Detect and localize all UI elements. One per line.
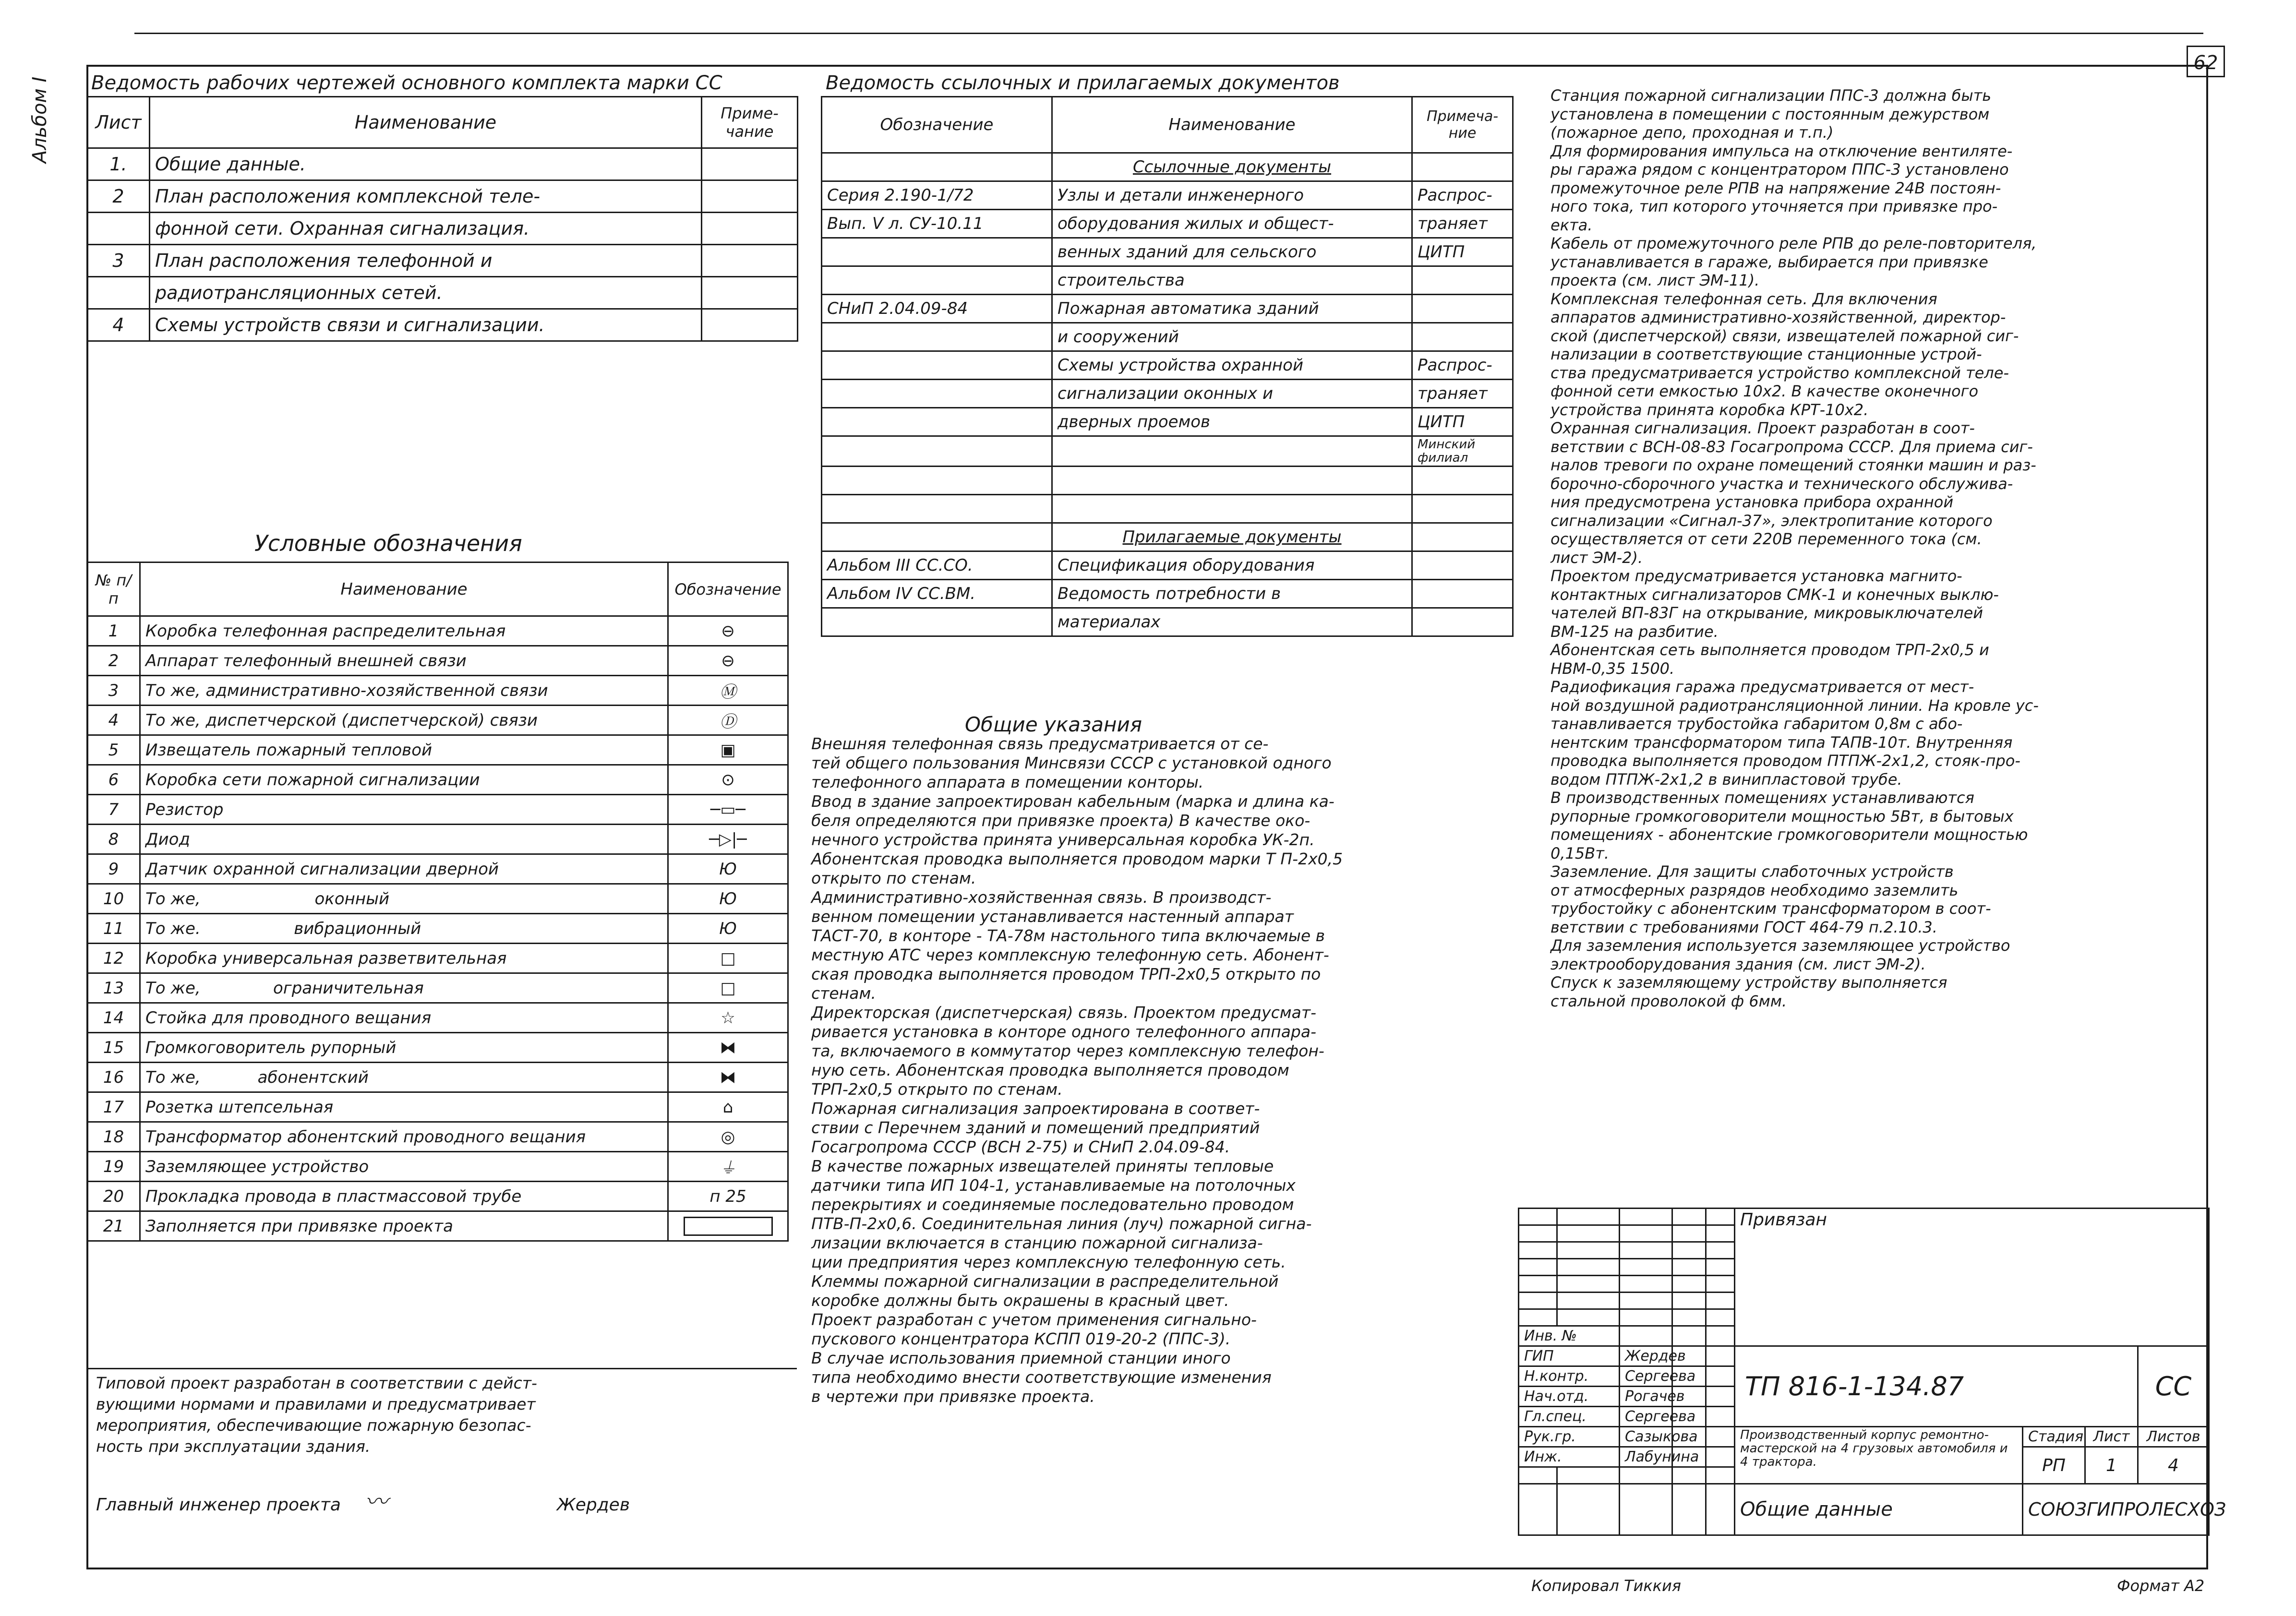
- table-cell: 17: [87, 1092, 140, 1122]
- table-cell: [702, 213, 798, 245]
- col-header: № п/п: [87, 563, 140, 616]
- table-row: [87, 973, 788, 1003]
- table-cell: 6: [87, 765, 140, 795]
- table-cell: То же, оконный: [140, 884, 668, 914]
- table-row: [87, 706, 788, 735]
- table-row: [87, 1211, 788, 1241]
- table-cell: ЦИТП: [1412, 408, 1513, 436]
- table-cell: 1: [87, 616, 140, 646]
- tb-row: [1519, 1346, 2209, 1366]
- table-cell: 3: [87, 676, 140, 706]
- table-cell: То же, диспетчерской (диспетчерской) связи: [140, 706, 668, 735]
- table-cell: сигнализации оконных и: [1052, 380, 1412, 408]
- table-cell: Коробка сети пожарной сигнализации: [140, 765, 668, 795]
- table-header-row: [822, 97, 1513, 153]
- signature-image: 〰: [365, 1488, 388, 1515]
- table3-caption: Условные обозначения: [254, 530, 522, 556]
- privyazan-label: Привязан: [1735, 1209, 2209, 1346]
- section-heading: Ссылочные документы: [1052, 153, 1412, 181]
- format-label: Формат А2: [2117, 1577, 2205, 1595]
- sheet-value: 1: [2085, 1447, 2138, 1484]
- legend-symbol-icon: ⊙: [668, 765, 788, 795]
- table-cell: 4: [87, 706, 140, 735]
- table-cell: То же, абонентский: [140, 1063, 668, 1092]
- table-row: [822, 608, 1513, 636]
- table-cell: Заполняется при привязке проекта: [140, 1211, 668, 1241]
- table-cell: [702, 277, 798, 309]
- table-cell: 7: [87, 795, 140, 825]
- sheet-label: Лист: [2085, 1427, 2138, 1447]
- table-cell: [822, 351, 1052, 380]
- table-cell: [1412, 295, 1513, 323]
- table-cell: Трансформатор абонентский проводного вещания: [140, 1122, 668, 1152]
- copied-by: Копировал Тиккия: [1531, 1577, 1682, 1595]
- table-cell: 12: [87, 944, 140, 973]
- table-row: [87, 795, 788, 825]
- documents-table: [821, 96, 1514, 637]
- legend-symbol-icon: □: [668, 944, 788, 973]
- table-cell: То же. вибрационный: [140, 914, 668, 944]
- table-row: [87, 914, 788, 944]
- col-header: Приме-чание: [702, 97, 798, 148]
- general-heading: Общие указания: [965, 713, 1142, 736]
- legend-symbol-icon: ⊖: [668, 646, 788, 676]
- table-cell: траняет: [1412, 210, 1513, 238]
- col-header: Примеча-ние: [1412, 97, 1513, 153]
- sheet-number: 62: [2187, 46, 2225, 77]
- table-cell: Общие данные.: [150, 148, 702, 180]
- table-row: [87, 944, 788, 973]
- col-header: Лист: [87, 97, 150, 148]
- table-cell: [1412, 323, 1513, 351]
- table-cell: 18: [87, 1122, 140, 1152]
- table-cell: [1412, 608, 1513, 636]
- table-cell: 16: [87, 1063, 140, 1092]
- table-cell: Извещатель пожарный тепловой: [140, 735, 668, 765]
- table-cell: Вып. V л. СУ-10.11: [822, 210, 1052, 238]
- table-cell: [1412, 495, 1513, 523]
- table-row: [87, 1063, 788, 1092]
- table-cell: строительства: [1052, 266, 1412, 295]
- table-cell: Схемы устройств связи и сигнализации.: [150, 309, 702, 341]
- table-row: [822, 523, 1513, 551]
- table-cell: 11: [87, 914, 140, 944]
- table-cell: [822, 380, 1052, 408]
- tb-row: [1519, 1209, 2209, 1225]
- col-header: Наименование: [150, 97, 702, 148]
- table-row: [87, 1152, 788, 1182]
- table-row: [87, 309, 798, 341]
- table-cell: Альбом III СС.СО.: [822, 551, 1052, 580]
- table-row: [87, 1182, 788, 1211]
- table-cell: Резистор: [140, 795, 668, 825]
- legend-symbol-icon: Ⓓ: [668, 706, 788, 735]
- table-row: [822, 351, 1513, 380]
- tb-row: [1519, 1427, 2209, 1447]
- title-block: [1518, 1208, 2226, 1536]
- table-cell: [822, 436, 1052, 467]
- table-cell: 15: [87, 1033, 140, 1063]
- inv-label: Инв. №: [1519, 1326, 1620, 1346]
- table-cell: [1412, 580, 1513, 608]
- staff-name: Сергеева: [1620, 1407, 1672, 1427]
- table-cell: 5: [87, 735, 140, 765]
- table-cell: Альбом IV СС.ВМ.: [822, 580, 1052, 608]
- table-row: [822, 181, 1513, 210]
- table-header-row: [87, 563, 788, 616]
- table-cell: План расположения комплексной теле-: [150, 180, 702, 213]
- table-row: [87, 180, 798, 213]
- table-cell: [822, 238, 1052, 266]
- sheets-value: 4: [2138, 1447, 2209, 1484]
- table-row: [822, 408, 1513, 436]
- staff-name: Жердев: [1620, 1346, 1672, 1366]
- table-cell: [702, 309, 798, 341]
- table2-caption: Ведомость ссылочных и прилагаемых документов: [826, 72, 1340, 94]
- staff-role: Н.контр.: [1519, 1366, 1620, 1387]
- stage-value: РП: [2023, 1447, 2085, 1484]
- table-cell: Спецификация оборудования: [1052, 551, 1412, 580]
- table-cell: [702, 180, 798, 213]
- col-header: Обозначение: [822, 97, 1052, 153]
- staff-name: Сергеева: [1620, 1366, 1672, 1387]
- table-row: [87, 646, 788, 676]
- col-header: Наименование: [1052, 97, 1412, 153]
- table-row: [822, 323, 1513, 351]
- table-cell: 4: [87, 309, 150, 341]
- legend-symbol-icon: Ю: [668, 884, 788, 914]
- table-cell: [822, 266, 1052, 295]
- tb-row: [1519, 1484, 2209, 1535]
- table-cell: 8: [87, 825, 140, 854]
- table-cell: Прокладка провода в пластмассовой трубе: [140, 1182, 668, 1211]
- table-row: [87, 148, 798, 180]
- table-cell: Датчик охранной сигнализации дверной: [140, 854, 668, 884]
- table-cell: [1052, 495, 1412, 523]
- staff-role: ГИП: [1519, 1346, 1620, 1366]
- table-row: [822, 551, 1513, 580]
- table-cell: Серия 2.190-1/72: [822, 181, 1052, 210]
- table-row: [87, 825, 788, 854]
- table-cell: венных зданий для сельского: [1052, 238, 1412, 266]
- stage-label: Стадия: [2023, 1427, 2085, 1447]
- table-header-row: [87, 97, 798, 148]
- table-cell: [822, 523, 1052, 551]
- legend-symbol-icon: ☆: [668, 1003, 788, 1033]
- legend-symbol-icon: ─▭─: [668, 795, 788, 825]
- table-row: [87, 1033, 788, 1063]
- table-cell: Розетка штепсельная: [140, 1092, 668, 1122]
- table-cell: фонной сети. Охранная сигнализация.: [150, 213, 702, 245]
- table-cell: [1412, 551, 1513, 580]
- table-cell: Распрос-: [1412, 181, 1513, 210]
- table-cell: и сооружений: [1052, 323, 1412, 351]
- table-cell: [702, 245, 798, 277]
- table-cell: Минский филиал: [1412, 436, 1513, 467]
- table-row: [87, 854, 788, 884]
- table-cell: 21: [87, 1211, 140, 1241]
- table-cell: радиотрансляционных сетей.: [150, 277, 702, 309]
- table-cell: [822, 323, 1052, 351]
- table-cell: [1412, 467, 1513, 495]
- table-row: [87, 765, 788, 795]
- table-cell: Узлы и детали инженерного: [1052, 181, 1412, 210]
- top-line: [134, 33, 2203, 34]
- project-description: Производственный корпус ремонтно-мастерской на 4 грузовых автомобиля и 4 трактора.: [1735, 1427, 2023, 1484]
- staff-role: Рук.гр.: [1519, 1427, 1620, 1447]
- legend-table: [86, 562, 789, 1242]
- table-row: [822, 210, 1513, 238]
- table-row: [87, 277, 798, 309]
- staff-role: Нач.отд.: [1519, 1387, 1620, 1407]
- legend-symbol-icon: [668, 1211, 788, 1241]
- mark: СС: [2138, 1346, 2209, 1427]
- table-cell: То же, административно-хозяйственной связи: [140, 676, 668, 706]
- table-row: [87, 245, 798, 277]
- legend-symbol-icon: ⊖: [668, 616, 788, 646]
- legend-symbol-icon: ⌂: [668, 1092, 788, 1122]
- table-cell: материалах: [1052, 608, 1412, 636]
- table-row: [87, 616, 788, 646]
- table-cell: 19: [87, 1152, 140, 1182]
- table-cell: [702, 148, 798, 180]
- table-cell: [1052, 436, 1412, 467]
- legend-symbol-icon: п 25: [668, 1182, 788, 1211]
- table-cell: Заземляющее устройство: [140, 1152, 668, 1182]
- table-cell: [822, 495, 1052, 523]
- table-cell: 10: [87, 884, 140, 914]
- table-row: [87, 676, 788, 706]
- sheets-label: Листов: [2138, 1427, 2209, 1447]
- table-cell: траняет: [1412, 380, 1513, 408]
- table-cell: Распрос-: [1412, 351, 1513, 380]
- table-row: [822, 467, 1513, 495]
- table-cell: Стойка для проводного вещания: [140, 1003, 668, 1033]
- legend-symbol-icon: Ю: [668, 914, 788, 944]
- general-notes: Внешняя телефонная связь предусматривается от се- тей общего пользования Минсвязи СССР с установкой одного телефонного аппарата в помещении конторы. Ввод в здание запроектирован кабельным (марка и длина ка- беля определяются при привязке проекта) В качестве око- нечного устройства принята универсальная коробка УК-2п. Абонентская проводка выполняется проводом марки Т П-2х0,5 открыто по стенам. Административно-хозяйственная связь. В производст- венном помещении устанавливается настенный аппарат ТАСТ-70, в конторе - ТА-78м настольного типа включаемые в местную АТС через комплексную телефонную сеть. Абонент- ская проводка выполняется проводом ТРП-2х0,5 открыто по стенам. Директорская (диспетчерская) связь. Проектом предусмат- ривается установка в конторе одного телефонного аппара- та, включаемого в коммутатор через комплексную телефон- ную сеть. Абонентская проводка выполняется проводом ТРП-2х0,5 открыто по стенам. Пожарная сигнализация запроектирована в соответ- ствии с Перечнем зданий и помещений предприятий Госагропрома СССР (ВСН 2-75) и СНиП 2.04.09-84. В качестве пожарных извещателей приняты тепловые датчики типа ИП 104-1, устанавливаемые на потолочных перекрытиях и соединяемые последовательно проводом ПТВ-П-2х0,6. Соединительная линия (луч) пожарной сигна- лизации включается в станцию пожарной сигнализа- ции предприятия через комплексную телефонную сеть. Клеммы пожарной сигнализации в распределительной коробке должны быть окрашены в красный цвет. Проект разработан с учетом применения сигнально- пускового концентратора КСПП 019-20-2 (ППС-3). В случае использования приемной станции иного типа необходимо внести соответствующие изменения в чертежи при привязке проекта.: [811, 734, 1343, 1406]
- table-row: [87, 1122, 788, 1152]
- staff-name: Сазыкова: [1620, 1427, 1672, 1447]
- project-code: ТП 816-1-134.87: [1735, 1346, 2138, 1427]
- table-cell: [1052, 467, 1412, 495]
- legend-symbol-icon: ─▷|─: [668, 825, 788, 854]
- table-cell: Диод: [140, 825, 668, 854]
- legend-symbol-icon: ⧓: [668, 1033, 788, 1063]
- drawings-table: [86, 96, 798, 342]
- table-row: [822, 295, 1513, 323]
- section-heading: Прилагаемые документы: [1052, 523, 1412, 551]
- table-row: [87, 735, 788, 765]
- table-row: [87, 1003, 788, 1033]
- legend-symbol-icon: Ⓜ: [668, 676, 788, 706]
- table-row: [822, 266, 1513, 295]
- sheet-title: Общие данные: [1735, 1484, 2023, 1535]
- album-label: Альбом I: [29, 76, 51, 163]
- table-row: [822, 380, 1513, 408]
- project-note: Типовой проект разработан в соответствии с дейст- вующими нормами и правилами и предусматривает мероприятия, обеспечивающие пожарную безопас- ность при эксплуатации здания.: [96, 1374, 537, 1456]
- table-cell: Аппарат телефонный внешней связи: [140, 646, 668, 676]
- organization: СОЮЗГИПРОЛЕСХОЗ: [2023, 1484, 2209, 1535]
- table-row: [822, 238, 1513, 266]
- table-cell: 2: [87, 180, 150, 213]
- table-cell: Громкоговоритель рупорный: [140, 1033, 668, 1063]
- table1-caption: Ведомость рабочих чертежей основного комплекта марки СС: [91, 72, 722, 94]
- table-cell: [822, 608, 1052, 636]
- staff-name: Лабунина: [1620, 1447, 1672, 1467]
- table-row: [822, 436, 1513, 467]
- staff-role: Гл.спец.: [1519, 1407, 1620, 1427]
- table-cell: [1412, 523, 1513, 551]
- table-cell: [822, 408, 1052, 436]
- staff-name: Рогачев: [1620, 1387, 1672, 1407]
- table-cell: То же, ограничительная: [140, 973, 668, 1003]
- col-header: Наименование: [140, 563, 668, 616]
- table-cell: 13: [87, 973, 140, 1003]
- table-cell: 2: [87, 646, 140, 676]
- table-cell: СНиП 2.04.09-84: [822, 295, 1052, 323]
- table-cell: [1412, 266, 1513, 295]
- table-cell: [87, 277, 150, 309]
- table-cell: 20: [87, 1182, 140, 1211]
- table-row: [822, 495, 1513, 523]
- legend-symbol-icon: ◎: [668, 1122, 788, 1152]
- legend-symbol-icon: Ю: [668, 854, 788, 884]
- chief-engineer-name: Жердев: [557, 1495, 630, 1515]
- table-cell: 9: [87, 854, 140, 884]
- legend-symbol-icon: ▣: [668, 735, 788, 765]
- table-cell: Коробка телефонная распределительная: [140, 616, 668, 646]
- divider: [86, 1368, 797, 1369]
- table-cell: [1412, 153, 1513, 181]
- table-row: [822, 580, 1513, 608]
- right-notes: Станция пожарной сигнализации ППС-3 должна быть установлена в помещении с постоянным дежурством (пожарное депо, проходная и т.п.) Для формирования импульса на отключение вентиляте- ры гаража рядом с концентратором ППС-3 установлено промежуточное реле РПВ на напряжение 24В постоян- ного тока, тип которого уточняется при привязке про- екта. Кабель от промежуточного реле РПВ до реле-повторителя, устанавливается в гараже, выбирается при привязке проекта (см. лист ЭМ-11). Комплексная телефонная сеть. Для включения аппаратов административно-хозяйственной, директор- ской (диспетчерской) связи, извещателей пожарной сиг- нализации в соответствующие станционные устрой- ства предусматривается устройство комплексной теле- фонной сети емкостью 10х2. В качестве оконечного устройства принята коробка КРТ-10х2. Охранная сигнализация. Проект разработан в соот- ветствии с ВСН-08-83 Госагропрома СССР. Для приема сиг- налов тревоги по охране помещений стоянки машин и раз- борочно-сборочного участка и технического обслужива- ния предусмотрена установка прибора охранной сигнализации «Сигнал-37», электропитание которого осуществляется от сети 220В переменного тока (см. лист ЭМ-2). Проектом предусматривается установка магнито- контактных сигнализаторов СМК-1 и конечных выклю- чателей ВП-83Г на открывание, микровыключателей ВМ-125 на разбитие. Абонентская сеть выполняется проводом ТРП-2х0,5 и НВМ-0,35 1500. Радиофикация гаража предусматривается от мест- ной воздушной радиотрансляционной линии. На кровле ус- танавливается трубостойка габаритом 0,8м с або- нентским трансформатором типа ТАПВ-10т. Внутренняя проводка выполняется проводом ПТПЖ-2х1,2, стояк-про- водом ПТПЖ-2х1,2 в винипластовой трубе. В производственных помещениях устанавливаются рупорные громкоговорители мощностью 5Вт, в бытовых помещениях - абонентские громкоговорители мощностью 0,15Вт. Заземление. Для защиты слаботочных устройств от атмосферных разрядов необходимо заземлить трубостойку с абонентским трансформатором в соот- ветствии с требованиями ГОСТ 464-79 п.2.10.3. Для заземления используется заземляющее устройство электрооборудования здания (см. лист ЭМ-2). Спуск к заземляющему устройству выполняется стальной проволокой ф 6мм.: [1551, 86, 2039, 1010]
- table-row: [822, 153, 1513, 181]
- table-cell: дверных проемов: [1052, 408, 1412, 436]
- table-row: [87, 1092, 788, 1122]
- legend-symbol-icon: ⏚: [668, 1152, 788, 1182]
- table-cell: Схемы устройства охранной: [1052, 351, 1412, 380]
- table-cell: [87, 213, 150, 245]
- table-cell: 1.: [87, 148, 150, 180]
- table-cell: 14: [87, 1003, 140, 1033]
- legend-symbol-icon: ⧓: [668, 1063, 788, 1092]
- table-cell: План расположения телефонной и: [150, 245, 702, 277]
- table-cell: Пожарная автоматика зданий: [1052, 295, 1412, 323]
- staff-role: Инж.: [1519, 1447, 1620, 1467]
- table-cell: [822, 467, 1052, 495]
- col-header: Обозначение: [668, 563, 788, 616]
- table-row: [87, 884, 788, 914]
- table-cell: [822, 153, 1052, 181]
- chief-engineer-label: Главный инженер проекта: [96, 1495, 341, 1515]
- table-cell: оборудования жилых и общест-: [1052, 210, 1412, 238]
- table-cell: Ведомость потребности в: [1052, 580, 1412, 608]
- table-row: [87, 213, 798, 245]
- table-cell: ЦИТП: [1412, 238, 1513, 266]
- table-cell: Коробка универсальная разветвительная: [140, 944, 668, 973]
- legend-symbol-icon: □: [668, 973, 788, 1003]
- table-cell: 3: [87, 245, 150, 277]
